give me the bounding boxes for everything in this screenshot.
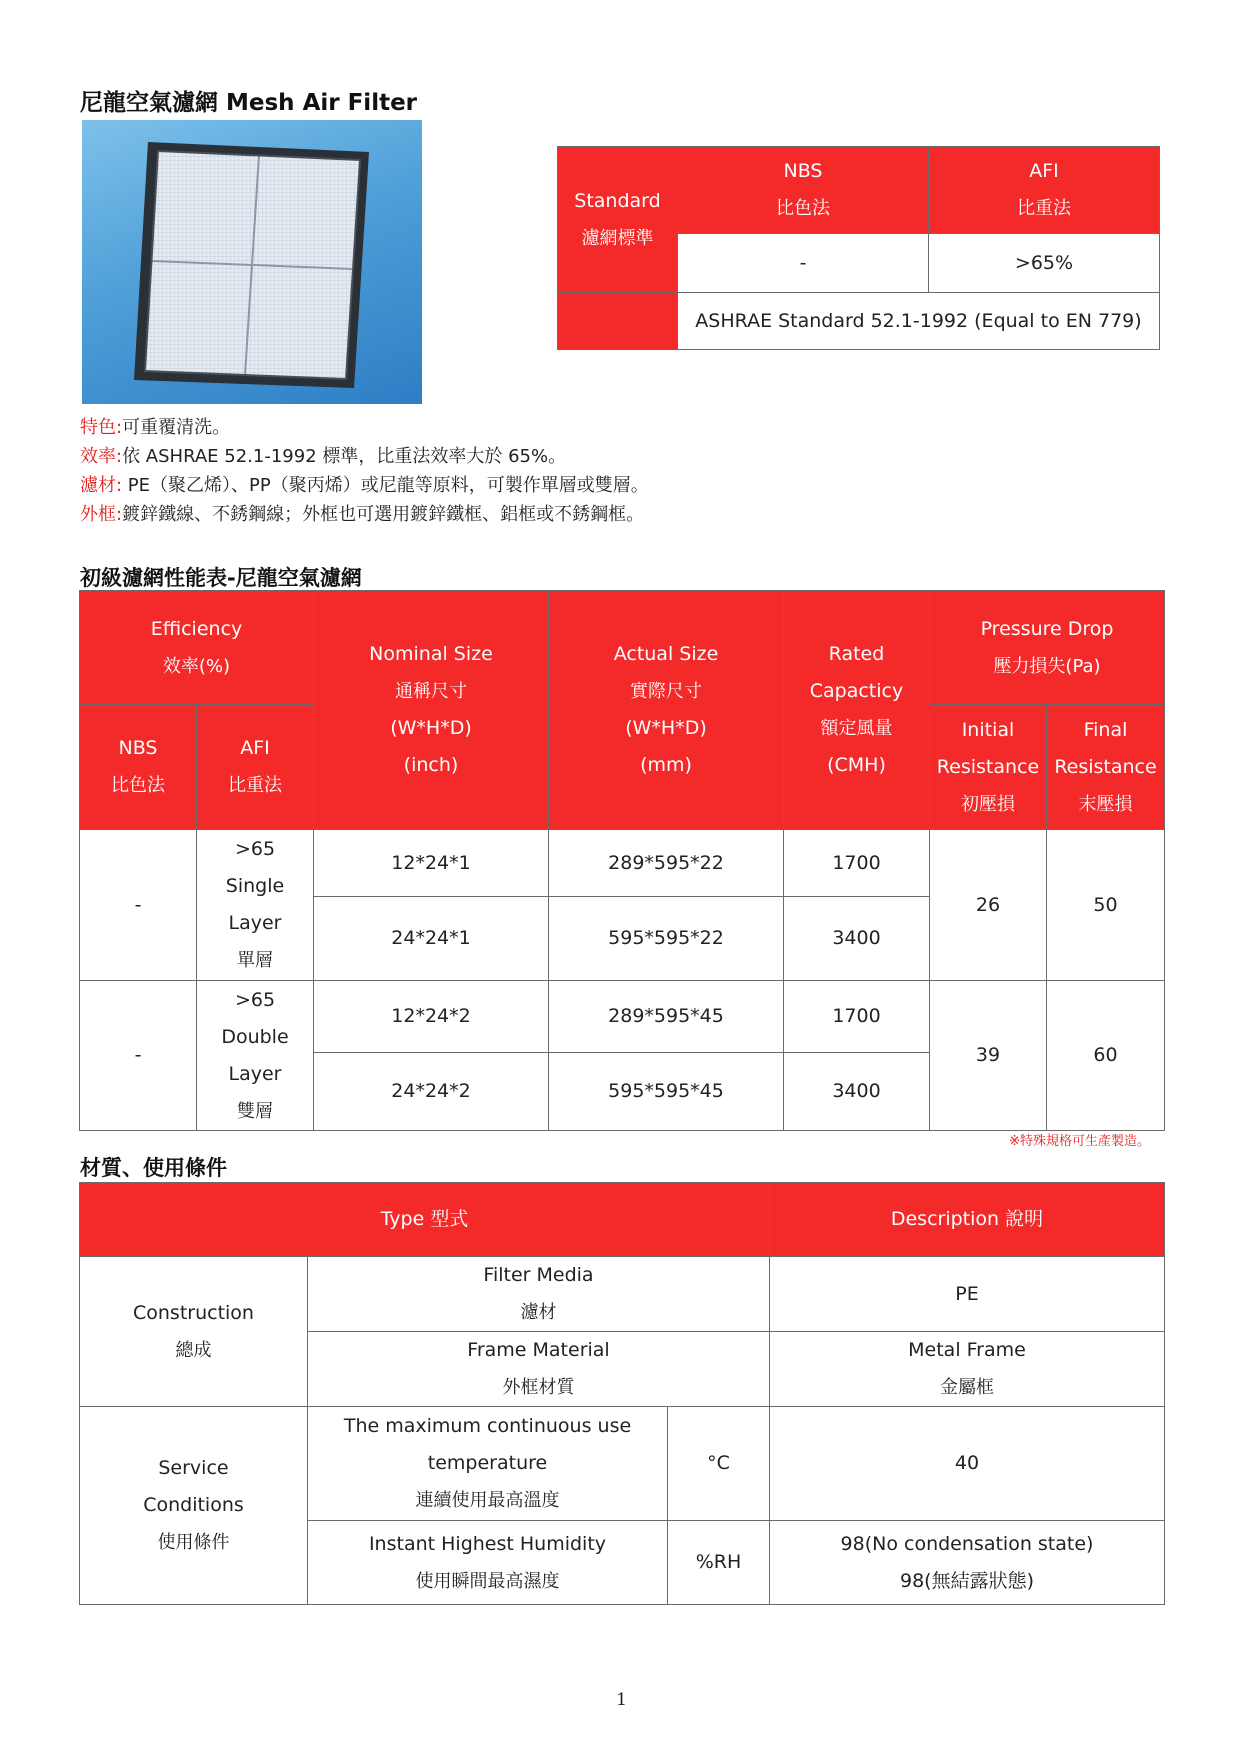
rated-cell: 3400 — [784, 1053, 930, 1131]
performance-heading: 初級濾網性能表-尼龍空氣濾網 — [80, 566, 362, 590]
temperature-unit: °C — [668, 1407, 770, 1521]
rated-cell: 3400 — [784, 897, 930, 981]
special-spec-note: ※特殊規格可生產製造。 — [1009, 1134, 1150, 1149]
nominal-size-header: Nominal Size 通稱尺寸 (W*H*D) (inch) — [314, 591, 549, 830]
table-row — [80, 830, 1165, 897]
initial-resistance-header: Initial Resistance 初壓損 — [930, 705, 1047, 830]
initial-cell: 26 — [930, 830, 1047, 981]
table-row — [80, 981, 1165, 1053]
actual-cell: 289*595*22 — [549, 830, 784, 897]
nominal-cell: 12*24*1 — [314, 830, 549, 897]
standard-row-header-fill — [558, 293, 678, 350]
afi-cell: >65 Double Layer 雙層 — [197, 981, 314, 1131]
nbs-col-header: NBS 比色法 — [80, 705, 197, 830]
nbs-header: NBS 比色法 — [678, 147, 929, 234]
nbs-cell: - — [80, 830, 197, 981]
standard-row-header: Standard 濾網標準 — [558, 147, 678, 293]
humidity-unit: %RH — [668, 1521, 770, 1605]
feature-line-3: 濾材: PE（聚乙烯）、PP（聚丙烯）或尼龍等原料，可製作單層或雙層。 — [80, 475, 649, 496]
rated-cell: 1700 — [784, 981, 930, 1053]
type-header: Type 型式 — [80, 1183, 770, 1257]
afi-col-header: AFI 比重法 — [197, 705, 314, 830]
feature-line-2: 效率:依 ASHRAE 52.1-1992 標準，比重法效率大於 65%。 — [80, 446, 567, 467]
afi-header: AFI 比重法 — [929, 147, 1160, 234]
description-header: Description 說明 — [770, 1183, 1165, 1257]
nbs-value: - — [678, 234, 929, 293]
actual-size-header: Actual Size 實際尺寸 (W*H*D) (mm) — [549, 591, 784, 830]
humidity-label: Instant Highest Humidity 使用瞬間最高濕度 — [308, 1521, 668, 1605]
pressure-drop-header: Pressure Drop 壓力損失(Pa) — [930, 591, 1165, 705]
final-cell: 50 — [1047, 830, 1165, 981]
standard-reference: ASHRAE Standard 52.1-1992 (Equal to EN 779) — [678, 293, 1160, 350]
afi-value: >65% — [929, 234, 1160, 293]
materials-heading: 材質、使用條件 — [80, 1156, 227, 1180]
feature-line-1: 特色:可重覆清洗。 — [80, 417, 231, 438]
actual-cell: 595*595*22 — [549, 897, 784, 981]
humidity-value: 98(No condensation state) 98(無結露狀態) — [770, 1521, 1165, 1605]
service-conditions-label: Service Conditions 使用條件 — [80, 1407, 308, 1605]
filter-media-value: PE — [770, 1257, 1165, 1332]
nbs-cell: - — [80, 981, 197, 1131]
efficiency-header: Efficiency 效率(%) — [80, 591, 314, 705]
page-title: 尼龍空氣濾網 Mesh Air Filter — [80, 90, 418, 116]
temperature-label: The maximum continuous use temperature 連續使用最高溫度 — [308, 1407, 668, 1521]
initial-cell: 39 — [930, 981, 1047, 1131]
nominal-cell: 24*24*1 — [314, 897, 549, 981]
frame-material-label: Frame Material 外框材質 — [308, 1332, 770, 1407]
actual-cell: 595*595*45 — [549, 1053, 784, 1131]
frame-material-value: Metal Frame 金屬框 — [770, 1332, 1165, 1407]
nominal-cell: 24*24*2 — [314, 1053, 549, 1131]
performance-table — [79, 590, 1165, 1131]
actual-cell: 289*595*45 — [549, 981, 784, 1053]
product-photo — [82, 120, 422, 404]
temperature-value: 40 — [770, 1407, 1165, 1521]
final-cell: 60 — [1047, 981, 1165, 1131]
standard-table — [557, 146, 1160, 350]
final-resistance-header: Final Resistance 末壓損 — [1047, 705, 1165, 830]
afi-cell: >65 Single Layer 單層 — [197, 830, 314, 981]
feature-line-4: 外框:鍍鋅鐵線、不銹鋼線；外框也可選用鍍鋅鐵框、鋁框或不銹鋼框。 — [80, 504, 645, 525]
rated-cell: 1700 — [784, 830, 930, 897]
nominal-cell: 12*24*2 — [314, 981, 549, 1053]
materials-table — [79, 1182, 1165, 1605]
filter-media-label: Filter Media 濾材 — [308, 1257, 770, 1332]
rated-capacity-header: Rated Capacticy 額定風量 (CMH) — [784, 591, 930, 830]
construction-label: Construction 總成 — [80, 1257, 308, 1407]
page-number: 1 — [616, 1690, 627, 1710]
feature-notes — [80, 413, 649, 529]
